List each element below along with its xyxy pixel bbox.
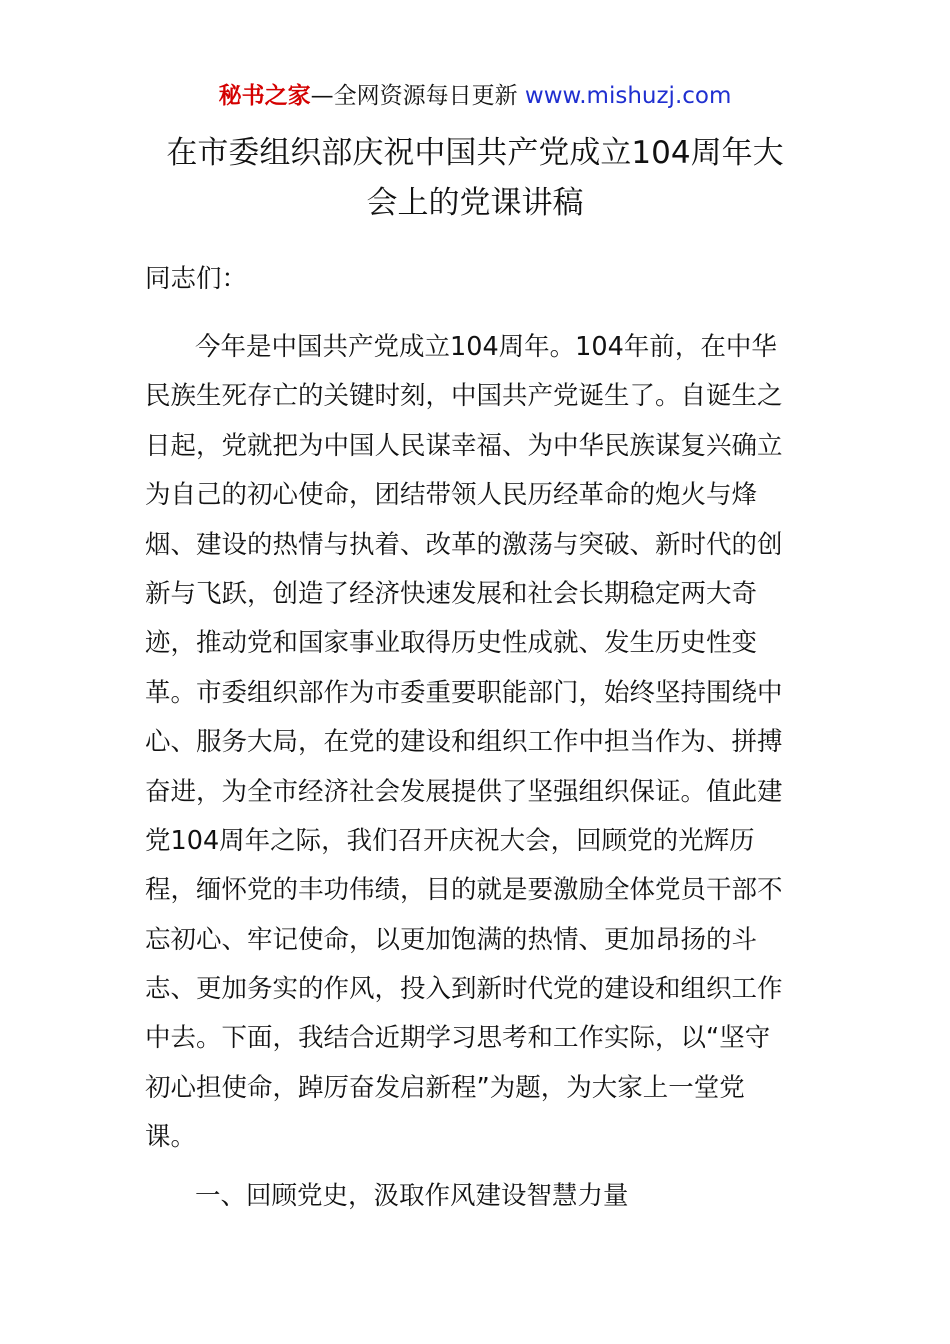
paragraph-line: 革。市委组织部作为市委重要职能部门，始终坚持围绕中 xyxy=(145,677,783,708)
paragraph-line: 忘初心、牢记使命，以更加饱满的热情、更加昂扬的斗 xyxy=(145,924,758,955)
site-brand: 秘书之家 xyxy=(218,83,311,109)
document-title xyxy=(120,128,830,228)
paragraph-line: 初心担使命，踔厉奋发启新程”为题，为大家上一堂党 xyxy=(145,1072,745,1103)
site-tagline: —全网资源每日更新 xyxy=(310,83,525,109)
site-header xyxy=(0,80,950,112)
paragraph-line: 为自己的初心使命，团结带领人民历经革命的炮火与烽 xyxy=(145,480,758,511)
intro-paragraph xyxy=(145,323,815,1163)
paragraph-line: 党104周年之际，我们召开庆祝大会，回顾党的光辉历 xyxy=(145,825,755,856)
paragraph-line: 奋进，为全市经济社会发展提供了坚强组织保证。值此建 xyxy=(145,776,783,807)
paragraph-line: 课。 xyxy=(145,1122,197,1153)
paragraph-line: 心、服务大局，在党的建设和组织工作中担当作为、拼搏 xyxy=(145,727,783,758)
paragraph-line: 志、更加务实的作风，投入到新时代党的建设和组织工作 xyxy=(145,974,783,1005)
site-url-link[interactable]: www.mishuzj.com xyxy=(524,83,732,109)
paragraph-line: 中去。下面，我结合近期学习思考和工作实际，以“坚守 xyxy=(145,1023,771,1054)
paragraph-line: 烟、建设的热情与执着、改革的激荡与突破、新时代的创 xyxy=(145,529,783,560)
salutation xyxy=(145,255,815,304)
paragraph-line: 新与飞跃，创造了经济快速发展和社会长期稳定两大奇 xyxy=(145,578,758,609)
salutation-text: 同志们： xyxy=(145,264,248,294)
paragraph-line: 程，缅怀党的丰功伟绩，目的就是要激励全体党员干部不 xyxy=(145,875,783,906)
paragraph-line: 日起，党就把为中国人民谋幸福、为中华民族谋复兴确立 xyxy=(145,430,783,461)
paragraph-line: 今年是中国共产党成立104周年。104年前，在中华 xyxy=(195,332,777,362)
title-line: 在市委组织部庆祝中国共产党成立104周年大 xyxy=(166,135,784,171)
title-line: 会上的党课讲稿 xyxy=(366,185,584,221)
section-heading: 一、回顾党史，汲取作风建设智慧力量 xyxy=(195,1181,629,1211)
paragraph-line: 迹，推动党和国家事业取得历史性成就、发生历史性变 xyxy=(145,628,758,659)
paragraph-line: 民族生死存亡的关键时刻，中国共产党诞生了。自诞生之 xyxy=(145,381,783,412)
